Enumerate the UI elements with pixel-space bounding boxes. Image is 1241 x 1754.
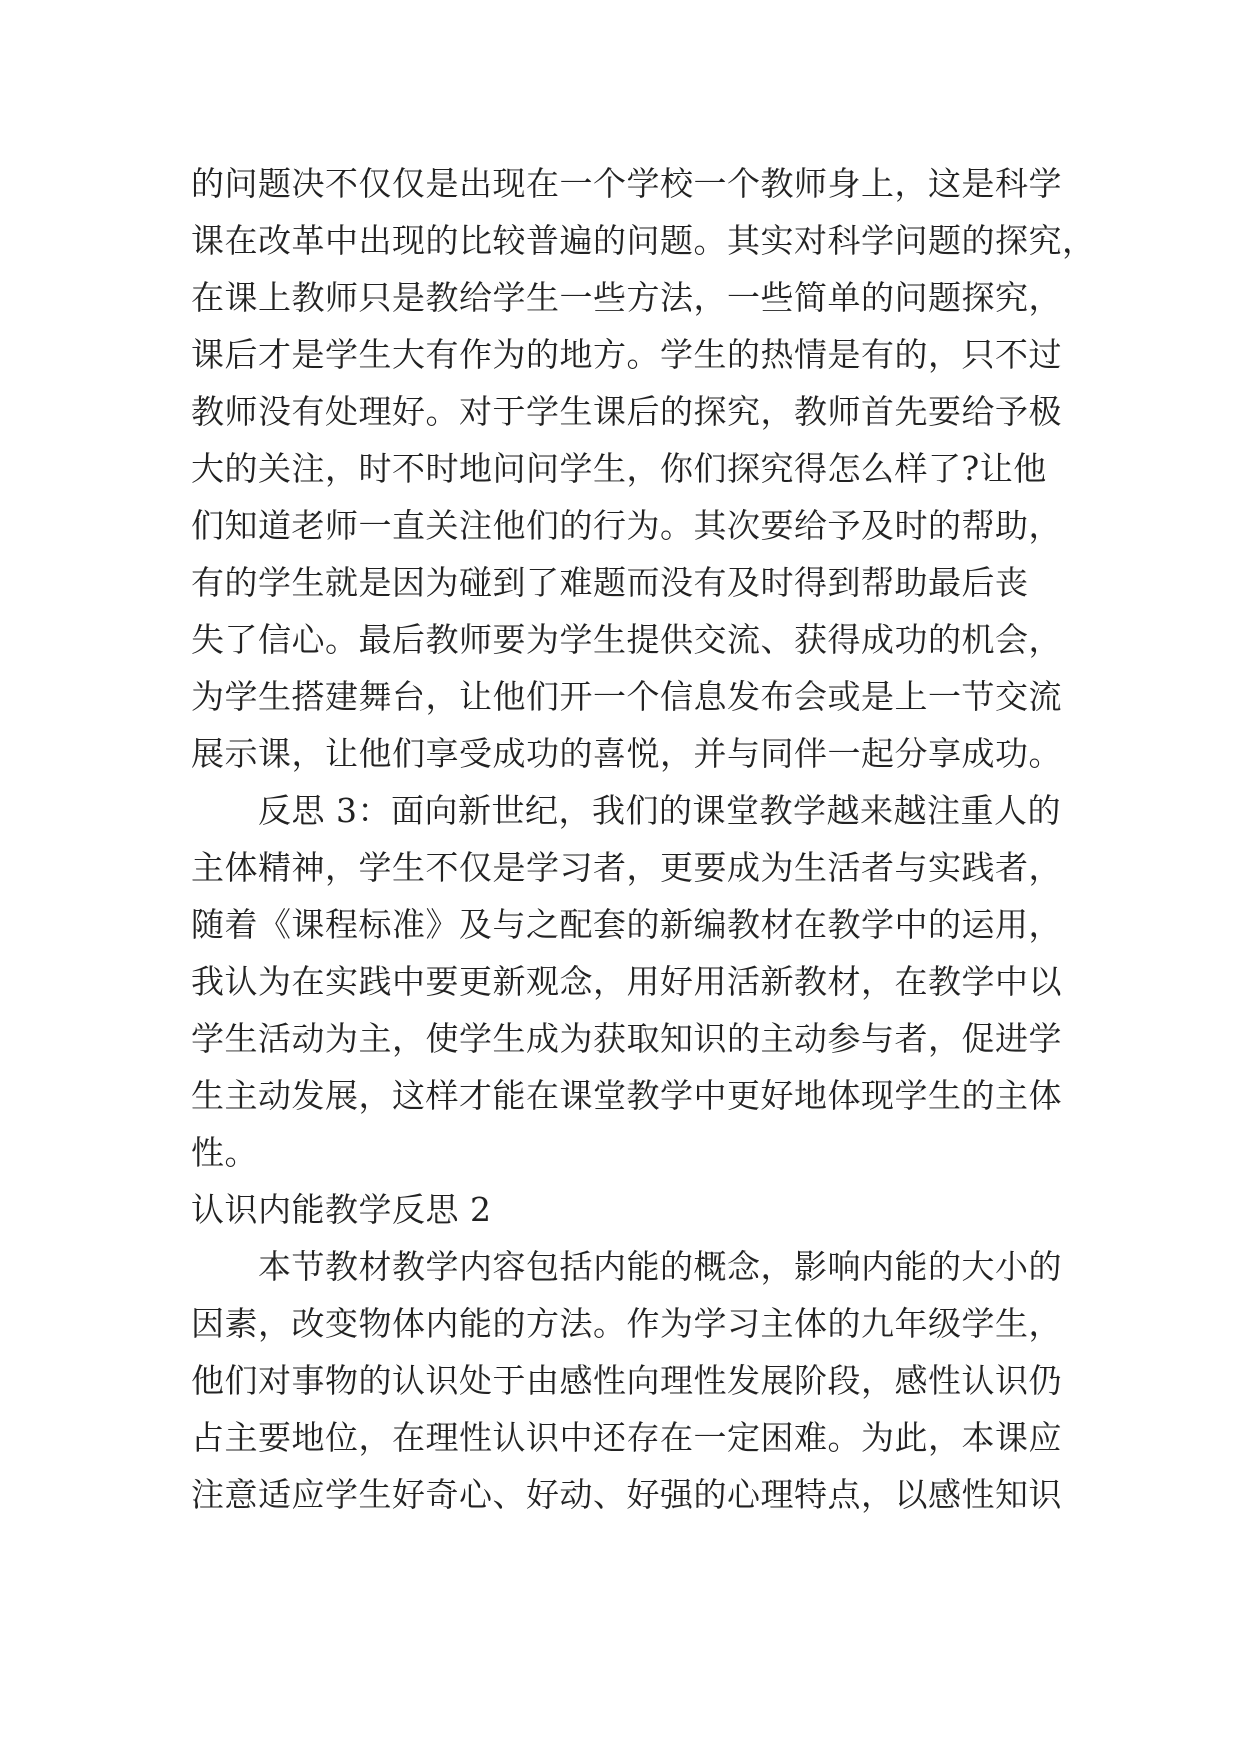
text-line: 因素，改变物体内能的方法。作为学习主体的九年级学生， bbox=[191, 1304, 1062, 1343]
text-line: 失了信心。最后教师要为学生提供交流、获得成功的机会， bbox=[191, 620, 1062, 659]
paragraph-start-line: 反思 3：面向新世纪，我们的课堂教学越来越注重人的 bbox=[258, 791, 1061, 830]
section-heading: 认识内能教学反思 2 bbox=[191, 1190, 492, 1229]
text-line: 生主动发展，这样才能在课堂教学中更好地体现学生的主体 bbox=[191, 1076, 1062, 1115]
text-line: 占主要地位，在理性认识中还存在一定困难。为此，本课应 bbox=[191, 1418, 1062, 1457]
text-line: 有的学生就是因为碰到了难题而没有及时得到帮助最后丧 bbox=[191, 563, 1029, 602]
text-line: 为学生搭建舞台，让他们开一个信息发布会或是上一节交流 bbox=[191, 677, 1062, 716]
text-line: 学生活动为主，使学生成为获取知识的主动参与者，促进学 bbox=[191, 1019, 1062, 1058]
text-line: 注意适应学生好奇心、好动、好强的心理特点，以感性知识 bbox=[191, 1475, 1062, 1514]
text-line: 教师没有处理好。对于学生课后的探究，教师首先要给予极 bbox=[191, 392, 1062, 431]
text-line: 课在改革中出现的比较普遍的问题。其实对科学问题的探究， bbox=[191, 221, 1096, 260]
text-line: 展示课，让他们享受成功的喜悦，并与同伴一起分享成功。 bbox=[191, 734, 1062, 773]
text-line: 我认为在实践中要更新观念，用好用活新教材，在教学中以 bbox=[191, 962, 1062, 1001]
text-line: 大的关注，时不时地问问学生，你们探究得怎么样了?让他 bbox=[191, 449, 1047, 488]
text-line: 随着《课程标准》及与之配套的新编教材在教学中的运用， bbox=[191, 905, 1062, 944]
text-line: 他们对事物的认识处于由感性向理性发展阶段，感性认识仍 bbox=[191, 1361, 1062, 1400]
text-line: 性。 bbox=[191, 1133, 258, 1172]
paragraph-start-line: 本节教材教学内容包括内能的概念，影响内能的大小的 bbox=[258, 1247, 1062, 1286]
text-line: 主体精神，学生不仅是学习者，更要成为生活者与实践者， bbox=[191, 848, 1062, 887]
text-line: 的问题决不仅仅是出现在一个学校一个教师身上，这是科学 bbox=[191, 164, 1062, 203]
text-line: 课后才是学生大有作为的地方。学生的热情是有的，只不过 bbox=[191, 335, 1062, 374]
text-line: 们知道老师一直关注他们的行为。其次要给予及时的帮助， bbox=[191, 506, 1062, 545]
text-line: 在课上教师只是教给学生一些方法，一些简单的问题探究， bbox=[191, 278, 1062, 317]
